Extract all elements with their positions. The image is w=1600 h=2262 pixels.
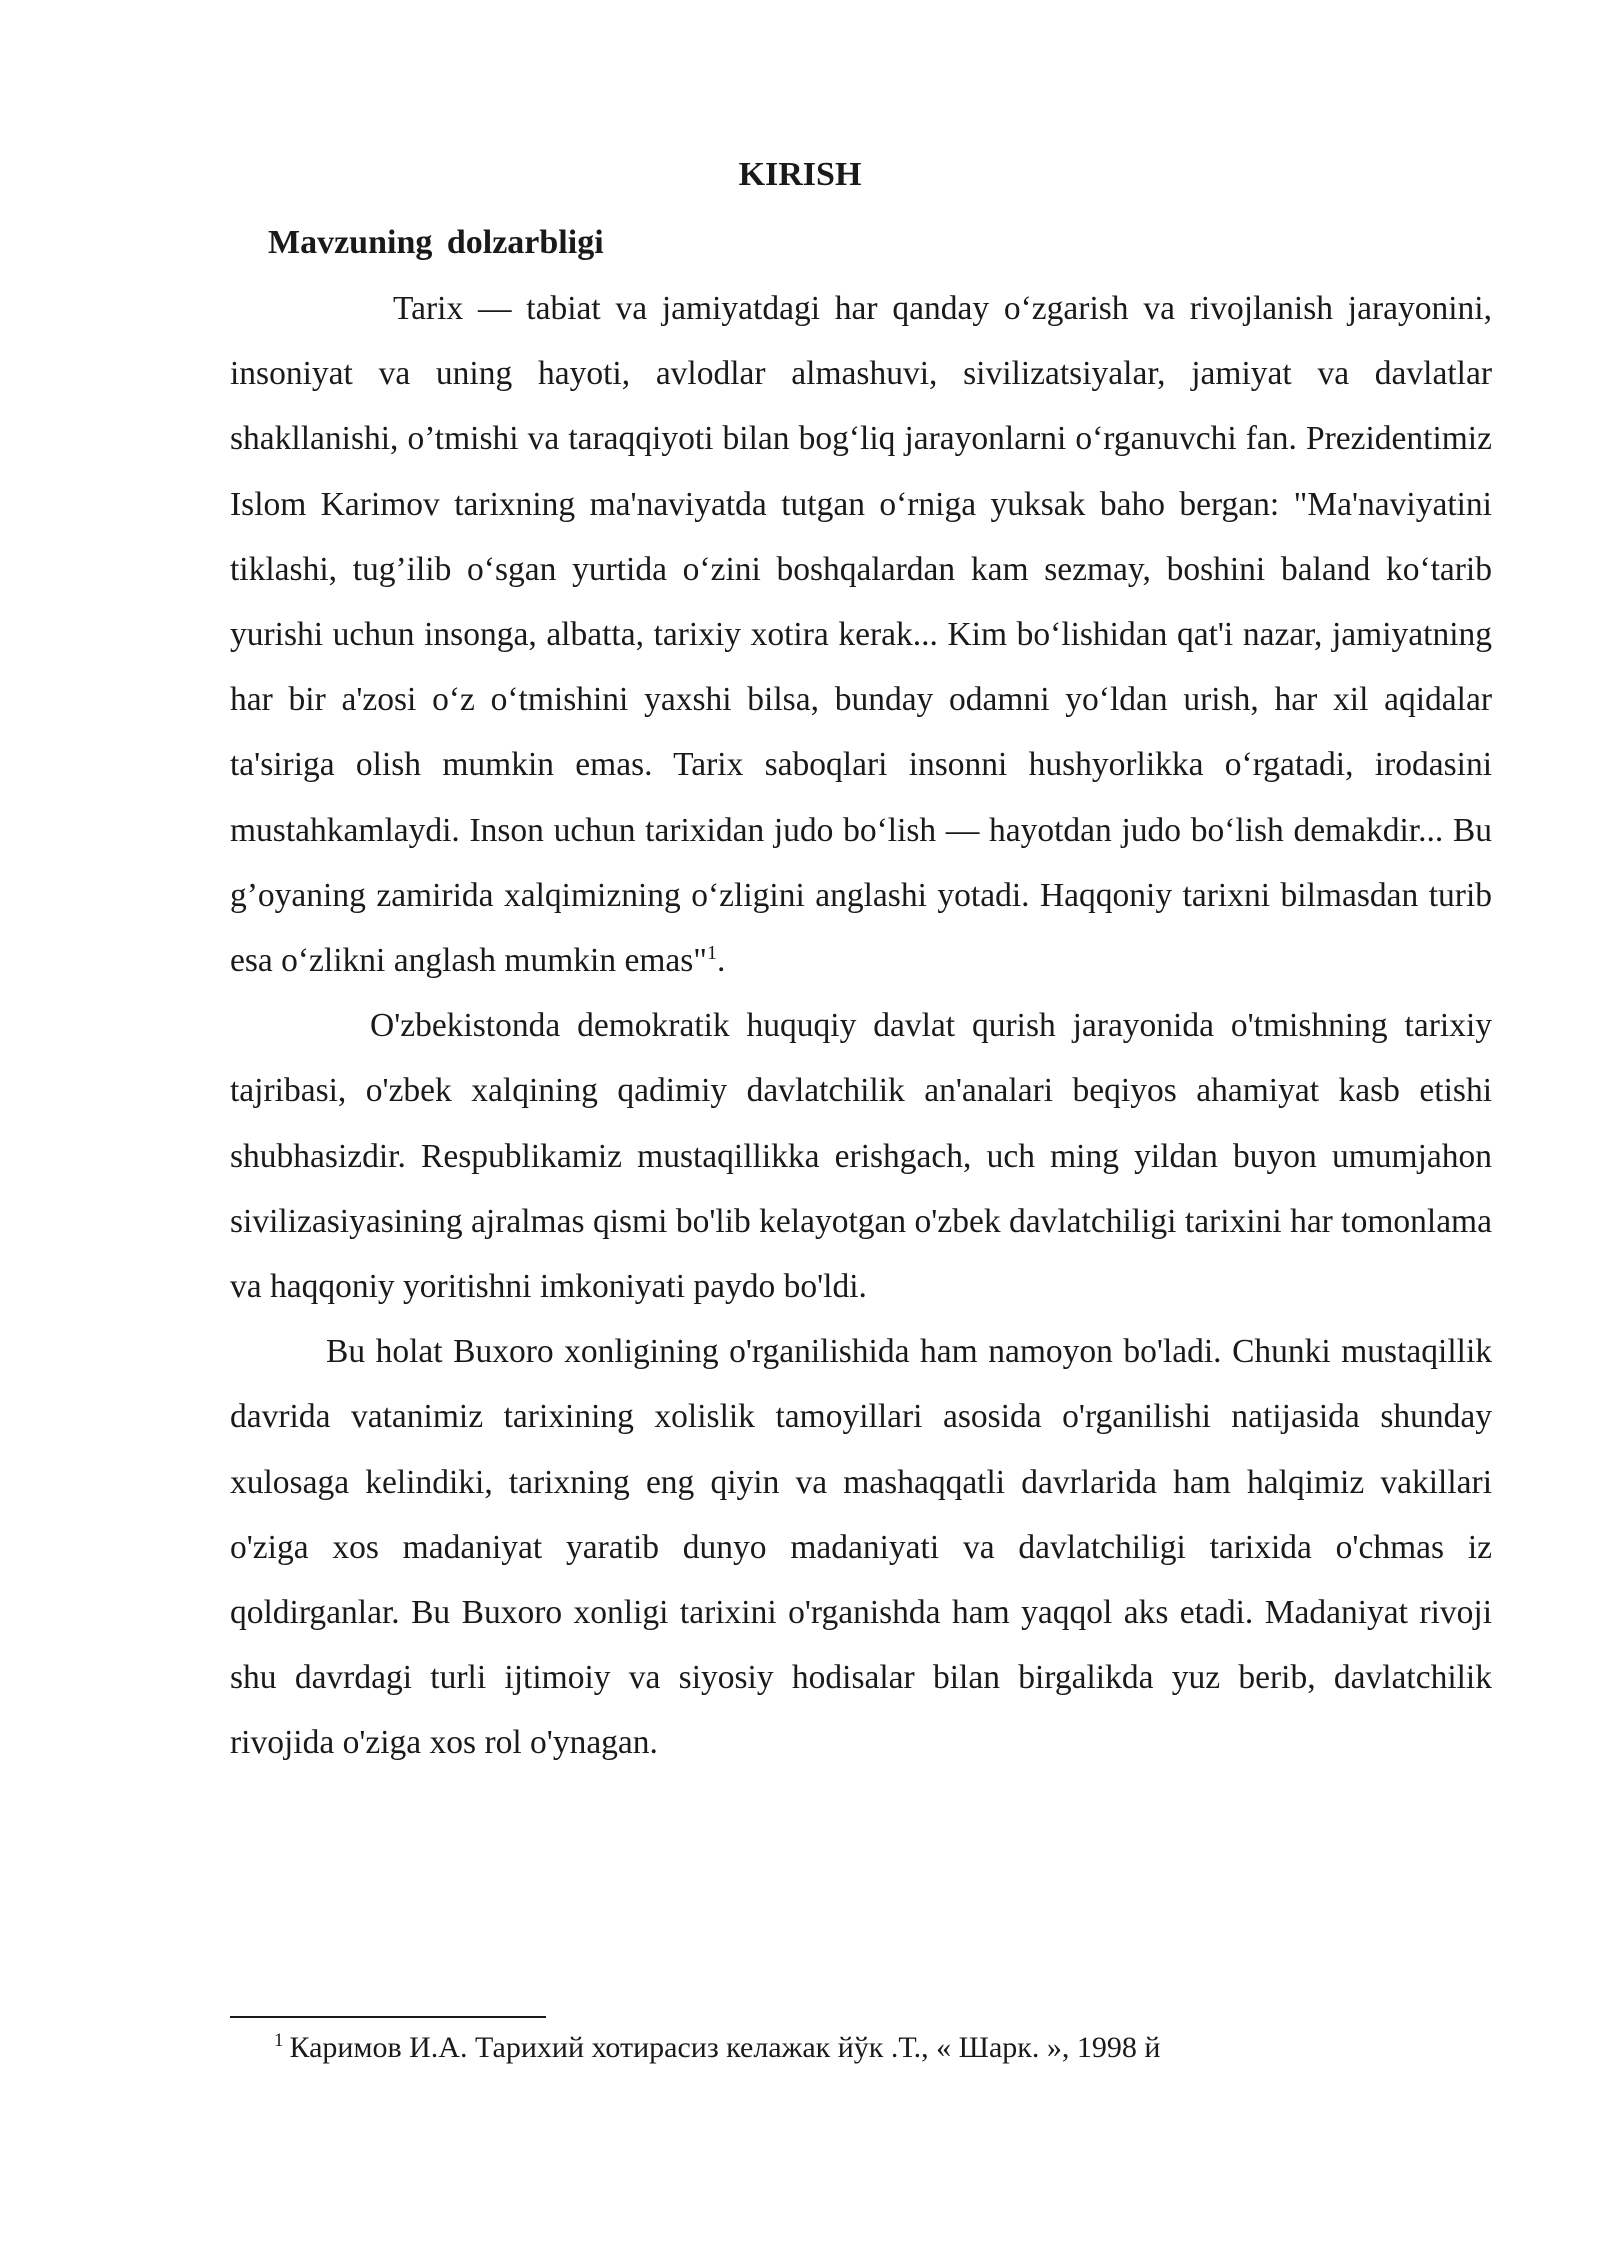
paragraph: Bu holat Buxoro xonligining o'rganilishida ham namoyon bo'ladi. Chunki mustaqillik davrida vatanimiz tarixining xolislik tamoyillari asosida o'rganilishi natijasida shunday xulosaga kelindiki, tarixning eng qiyin va mashaqqatli davrlarida ham halqimiz vakillari o'ziga xos madaniyat yaratib dunyo madaniyati va davlatchiligi tarixida o'chmas iz qoldirganlar. Bu Buxoro xonligi tarixini o'rganishda ham yaqqol aks etadi. Madaniyat rivoji shu davrdagi turli ijtimoiy va siyosiy hodisalar bilan birgalikda yuz berib, davlatchilik rivojida o'ziga xos rol o'ynagan.: [230, 1333, 1492, 1762]
paragraph: O'zbekistonda demokratik huquqiy davlat qurish jarayonida o'tmishning tarixiy tajribasi, o'zbek xalqining qadimiy davlatchilik an'analari beqiyos ahamiyat kasb etishi shubhasizdir. Respublikamiz mustaqillikka erishgach, uch ming yildan buyon umumjahon sivilizasiyasining ajralmas qismi bo'lib kelayotgan o'zbek davlatchiligi tarixini har tomonlama va haqqoniy yoritishni imkoniyati paydo bo'ldi.: [230, 1007, 1492, 1306]
page-title: KIRISH: [738, 156, 862, 193]
paragraph-end: .: [716, 942, 726, 980]
footnote: [274, 2026, 1160, 2070]
footnote-reference[interactable]: 1: [706, 941, 717, 964]
footnote-separator: [230, 2016, 546, 2018]
section-heading: Mavzuning dolzarbligi: [268, 224, 604, 261]
paragraph-text: Tarix — tabiat va jamiyatdagi har qanday o‘zgarish va rivojlanish jarayonini, insoniyat va uning hayoti, avlodlar almashuvi, sivilizatsiyalar, jamiyat va davlatlar shakllanishi, o’tmishi va taraqqiyoti bilan bog‘liq jarayonlarni o‘rganuvchi fan. Prezidentimiz Islom Karimov tarixning ma'naviyatda tutgan o‘rniga yuksak baho bergan: "Ma'naviyatini tiklashi, tug’ilib o‘sgan yurtida o‘zini boshqalardan kam sezmay, boshini baland ko‘tarib yurishi uchun insonga, albatta, tarixiy xotira kerak... Kim bo‘lishidan qat'i nazar, jamiyatning har bir a'zosi o‘z o‘tmishini yaxshi bilsa, bunday odamni yo‘ldan urish, har xil aqidalar ta'siriga olish mumkin emas. Tarix saboqlari insonni hushyorlikka o‘rgatadi, irodasini mustahkamlaydi. Inson uchun tarixidan judo bo‘lish — hayotdan judo bo‘lish demakdir... Bu g’oyaning zamirida xalqimizning o‘zligini anglashi yotadi. Haqqoniy tarixni bilmasdan turib esa o‘zlikni anglash mumkin emas": [230, 290, 1492, 980]
paragraph: [230, 276, 1492, 993]
footnote-number: 1: [274, 2030, 284, 2051]
footnote-text: Каримов И.А. Тарихий хотирасиз келажак йўк .Т., « Шарк. », 1998 й: [289, 2031, 1161, 2064]
body-text: [230, 276, 1492, 1776]
